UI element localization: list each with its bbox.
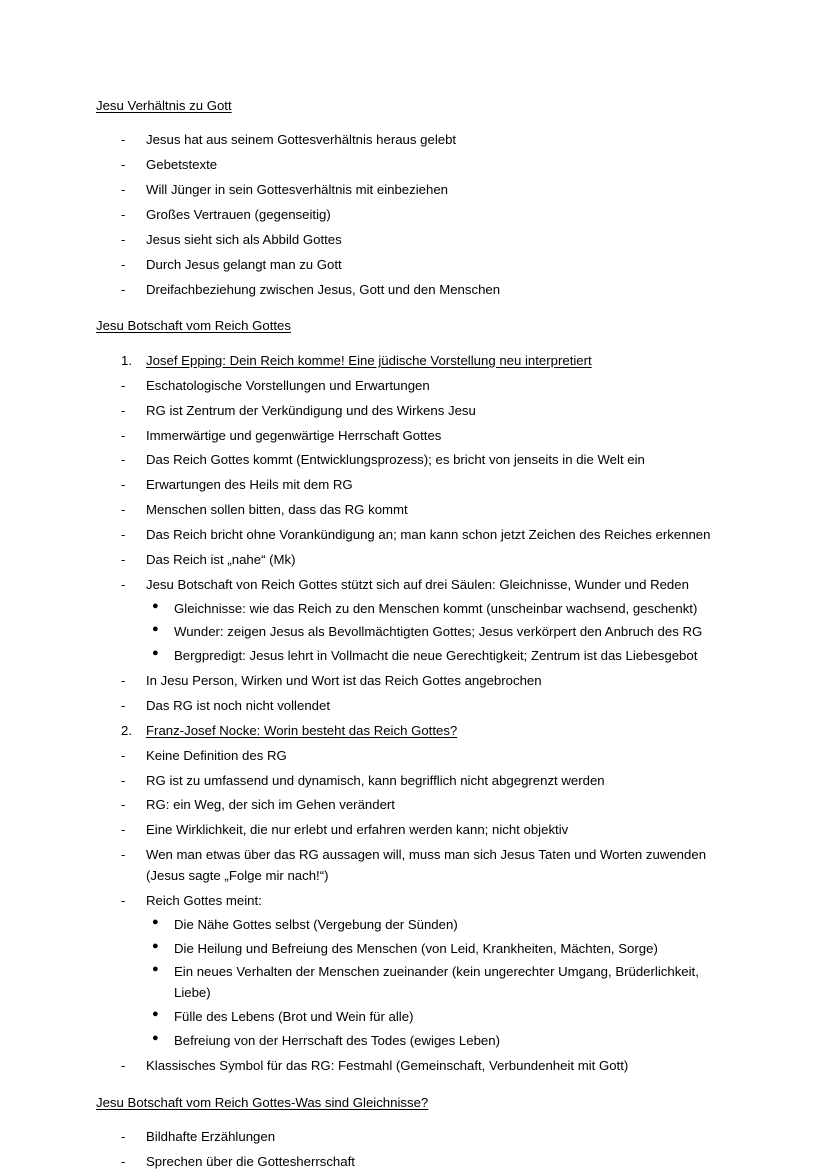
- numbered-list-item: [96, 351, 733, 372]
- list-item: [96, 1056, 733, 1077]
- list-item-text: Keine Definition des RG: [146, 747, 287, 763]
- list-item-text: Sprechen über die Gottesherrschaft: [146, 1154, 355, 1170]
- list-marker: -: [121, 377, 126, 393]
- list-item: [96, 1127, 733, 1148]
- section-heading-block: [96, 1093, 733, 1113]
- sub-list-item-text: Die Nähe Gottes selbst (Vergebung der Sünden): [174, 916, 458, 932]
- sub-list-item-text: Ein neues Verhalten der Menschen zueinander (kein ungerechter Umgang, Brüderlichkeit, Liebe): [174, 964, 699, 1001]
- list-item-text: Menschen sollen bitten, dass das RG kommt: [146, 502, 408, 518]
- list-item-text: Großes Vertrauen (gegenseitig): [146, 207, 331, 223]
- list-item: [96, 155, 733, 176]
- numbered-list-item: [96, 721, 733, 742]
- sub-list-item: [146, 599, 733, 620]
- list-marker: -: [121, 576, 126, 592]
- sub-list-item-text: Gleichnisse: wie das Reich zu den Menschen kommt (unscheinbar wachsend, geschenkt): [174, 600, 698, 616]
- list-item: [96, 500, 733, 521]
- sub-list-item-text: Wunder: zeigen Jesus als Bevollmächtigten Gottes; Jesus verkörpert den Anbruch des RG: [174, 624, 703, 640]
- list-item-text: Reich Gottes meint:: [146, 892, 262, 908]
- list-item-text: Gebetstexte: [146, 157, 218, 173]
- sub-list-item: [146, 622, 733, 643]
- list-item-text: RG ist Zentrum der Verkündigung und des Wirkens Jesu: [146, 402, 476, 418]
- list-item: [96, 180, 733, 201]
- list-marker: -: [121, 797, 126, 813]
- list-item: [96, 130, 733, 151]
- list-item: [96, 550, 733, 571]
- list-marker: -: [121, 402, 126, 418]
- list-marker: -: [121, 772, 126, 788]
- list-item-text: In Jesu Person, Wirken und Wort ist das Reich Gottes angebrochen: [146, 673, 542, 689]
- list-marker: -: [121, 697, 126, 713]
- list-item: [96, 575, 733, 667]
- list-item: [96, 475, 733, 496]
- document-section: [96, 96, 733, 300]
- sub-list: [146, 599, 733, 668]
- list-marker: -: [121, 1154, 126, 1170]
- bullet-icon: ●: [152, 963, 159, 976]
- document-section: [96, 316, 733, 1076]
- list-item: [96, 376, 733, 397]
- list-marker: -: [121, 747, 126, 763]
- section-list: [96, 351, 733, 1077]
- sub-list-item: [146, 915, 733, 936]
- list-marker: -: [121, 231, 126, 247]
- sub-list-item-text: Fülle des Lebens (Brot und Wein für alle): [174, 1009, 414, 1025]
- sub-list-item: [146, 1031, 733, 1052]
- list-item-text: Bildhafte Erzählungen: [146, 1129, 276, 1145]
- list-item-text: Immerwärtige und gegenwärtige Herrschaft Gottes: [146, 427, 442, 443]
- list-item-text: Das Reich bricht ohne Vorankündigung an; man kann schon jetzt Zeichen des Reiches erkennen: [146, 526, 711, 542]
- list-marker: -: [121, 281, 126, 297]
- list-marker: -: [121, 427, 126, 443]
- bullet-icon: ●: [152, 623, 159, 636]
- sub-list-item: [146, 962, 733, 1004]
- list-marker: -: [121, 1057, 126, 1073]
- list-item-text: Eine Wirklichkeit, die nur erlebt und erfahren werden kann; nicht objektiv: [146, 822, 569, 838]
- list-item-text: Das Reich ist „nahe“ (Mk): [146, 551, 296, 567]
- list-item: [96, 820, 733, 841]
- section-heading-block: [96, 316, 733, 336]
- list-marker: -: [121, 477, 126, 493]
- list-item-text: Wen man etwas über das RG aussagen will, muss man sich Jesus Taten und Worten zuwenden (Jesus sagte „Folge mir nach!“): [146, 847, 707, 883]
- section-list: [96, 1127, 733, 1173]
- list-marker: 2.: [121, 722, 132, 738]
- list-marker: -: [121, 673, 126, 689]
- section-list: [96, 130, 733, 300]
- list-item-text: Eschatologische Vorstellungen und Erwartungen: [146, 377, 430, 393]
- bullet-icon: ●: [152, 647, 159, 660]
- list-item-text: Will Jünger in sein Gottesverhältnis mit einbeziehen: [146, 182, 448, 198]
- list-marker: -: [121, 182, 126, 198]
- list-item-text: Dreifachbeziehung zwischen Jesus, Gott und den Menschen: [146, 281, 501, 297]
- document-body: [96, 96, 733, 1173]
- list-item: [96, 255, 733, 276]
- list-item-text: RG ist zu umfassend und dynamisch, kann begrifflich nicht abgegrenzt werden: [146, 772, 605, 788]
- list-marker: -: [121, 132, 126, 148]
- sub-list-item: [146, 646, 733, 667]
- document-section: [96, 1093, 733, 1173]
- list-marker: -: [121, 1129, 126, 1145]
- bullet-icon: ●: [152, 915, 159, 928]
- list-item-text: Franz-Josef Nocke: Worin besteht das Reich Gottes?: [146, 722, 458, 738]
- sub-list-item-text: Befreiung von der Herrschaft des Todes (ewiges Leben): [174, 1032, 500, 1048]
- list-item: [96, 746, 733, 767]
- list-marker: -: [121, 157, 126, 173]
- list-item-text: Jesus sieht sich als Abbild Gottes: [146, 231, 342, 247]
- list-item-text: RG: ein Weg, der sich im Gehen verändert: [146, 797, 395, 813]
- list-item: [96, 671, 733, 692]
- sub-list-item-text: Die Heilung und Befreiung des Menschen (von Leid, Krankheiten, Mächten, Sorge): [174, 940, 658, 956]
- list-item-text: Das RG ist noch nicht vollendet: [146, 697, 330, 713]
- list-item-text: Josef Epping: Dein Reich komme! Eine jüdische Vorstellung neu interpretiert: [146, 352, 592, 368]
- section-heading: Jesu Verhältnis zu Gott: [96, 98, 232, 113]
- list-marker: -: [121, 502, 126, 518]
- bullet-icon: ●: [152, 599, 159, 612]
- list-item-text: Durch Jesus gelangt man zu Gott: [146, 256, 342, 272]
- list-item-text: Klassisches Symbol für das RG: Festmahl (Gemeinschaft, Verbundenheit mit Gott): [146, 1057, 629, 1073]
- section-heading-block: [96, 96, 733, 116]
- sub-list: [146, 915, 733, 1052]
- list-item: [96, 771, 733, 792]
- sub-list-item-text: Bergpredigt: Jesus lehrt in Vollmacht die neue Gerechtigkeit; Zentrum ist das Liebesgebot: [174, 648, 698, 664]
- list-marker: -: [121, 822, 126, 838]
- list-item-text: Das Reich Gottes kommt (Entwicklungsprozess); es bricht von jenseits in die Welt ein: [146, 452, 645, 468]
- section-heading: Jesu Botschaft vom Reich Gottes-Was sind Gleichnisse?: [96, 1094, 429, 1110]
- section-heading: Jesu Botschaft vom Reich Gottes: [96, 318, 291, 334]
- sub-list-item: [146, 939, 733, 960]
- list-marker: -: [121, 526, 126, 542]
- list-marker: -: [121, 551, 126, 567]
- list-item-text: Jesu Botschaft von Reich Gottes stützt sich auf drei Säulen: Gleichnisse, Wunder und Reden: [146, 576, 689, 592]
- list-marker: -: [121, 452, 126, 468]
- list-item: [96, 891, 733, 1052]
- list-item-text: Erwartungen des Heils mit dem RG: [146, 477, 353, 493]
- list-item: [96, 1152, 733, 1173]
- sub-list-item: [146, 1007, 733, 1028]
- list-item: [96, 845, 733, 887]
- list-item: [96, 426, 733, 447]
- list-marker: -: [121, 847, 126, 863]
- bullet-icon: ●: [152, 1008, 159, 1021]
- list-item-text: Jesus hat aus seinem Gottesverhältnis heraus gelebt: [146, 132, 457, 148]
- list-item: [96, 280, 733, 301]
- list-item: [96, 401, 733, 422]
- bullet-icon: ●: [152, 939, 159, 952]
- list-marker: 1.: [121, 352, 132, 368]
- bullet-icon: ●: [152, 1031, 159, 1044]
- list-item: [96, 205, 733, 226]
- list-item: [96, 525, 733, 546]
- list-item: [96, 795, 733, 816]
- list-item: [96, 696, 733, 717]
- list-marker: -: [121, 256, 126, 272]
- list-marker: -: [121, 892, 126, 908]
- list-item: [96, 230, 733, 251]
- list-marker: -: [121, 207, 126, 223]
- list-item: [96, 450, 733, 471]
